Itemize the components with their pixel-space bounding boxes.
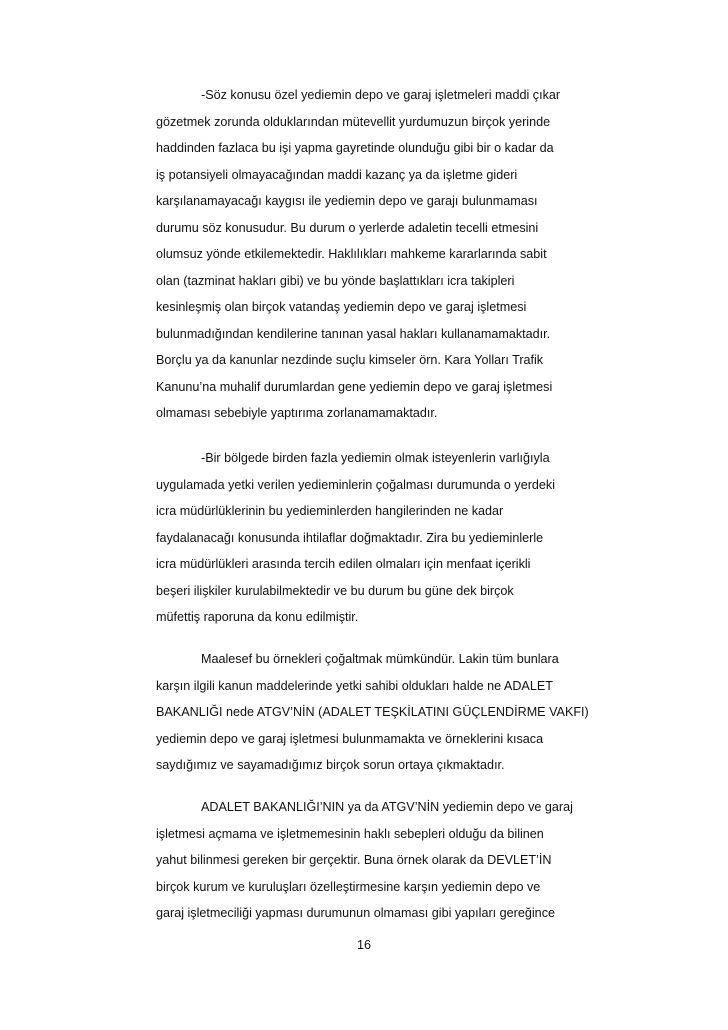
text-line: birçok kurum ve kuruluşları özelleştirmesine karşın yediemin depo ve xyxy=(156,879,541,894)
text-line: gözetmek zorunda olduklarından mütevellit yurdumuzun birçok yerinde xyxy=(156,114,551,129)
paragraph-2 xyxy=(156,445,596,631)
text-line: yahut bilinmesi gereken bir gerçektir. Buna örnek olarak da DEVLET’İN xyxy=(156,853,552,867)
text-line: işletmesi açmama ve işletmemesinin haklı sebepleri olduğu da bilinen xyxy=(156,826,544,841)
text-line: kesinleşmiş olan birçok vatandaş yediemin depo ve garaj işletmesi xyxy=(156,300,527,314)
text-line: karşın ilgili kanun maddelerinde yetki sahibi oldukları halde ne ADALET xyxy=(156,678,553,693)
text-line: -Bir bölgede birden fazla yediemin olmak isteyenlerin varlığıyla xyxy=(201,451,550,465)
paragraph-4 xyxy=(156,794,596,927)
text-line: yediemin depo ve garaj işletmesi bulunmamakta ve örneklerini kısaca xyxy=(156,731,544,746)
text-line: bulunmadığından kendilerine tanınan yasal hakları kullanamamaktadır. xyxy=(156,326,551,341)
text-line: saydığımız ve sayamadığımız birçok sorun ortaya çıkmaktadır. xyxy=(156,758,505,772)
text-line: Borçlu ya da kanunlar nezdinde suçlu kimseler örn. Kara Yolları Trafik xyxy=(156,353,544,367)
text-line: olan (tazminat hakları gibi) ve bu yönde başlattıkları icra takipleri xyxy=(156,273,515,288)
text-line: müfettiş raporuna da konu edilmiştir. xyxy=(156,610,359,624)
paragraph-1 xyxy=(156,82,596,427)
text-line: icra müdürlüklerinin bu yedieminlerden hangilerinden ne kadar xyxy=(156,504,504,518)
text-line: haddinden fazlaca bu işi yapma gayretinde olunduğu gibi bir o kadar da xyxy=(156,141,554,155)
page-number: 16 xyxy=(356,938,371,952)
text-line: olumsuz yönde etkilemektedir. Haklılıkları mahkeme kararlarında sabit xyxy=(156,247,547,261)
text-line: olmaması sebebiyle yaptırıma zorlanamamaktadır. xyxy=(156,406,438,420)
text-line: BAKANLIĞI nede ATGV’NİN (ADALET TEŞKİLATINI GÜÇLENDİRME VAKFI) xyxy=(156,705,589,719)
text-line: uygulamada yetki verilen yedieminlerin çoğalması durumunda o yerdeki xyxy=(156,477,556,492)
text-line: -Söz konusu özel yediemin depo ve garaj işletmeleri maddi çıkar xyxy=(201,88,561,102)
text-line: Kanunu’na muhalif durumlardan gene yediemin depo ve garaj işletmesi xyxy=(156,379,553,394)
text-line: iş potansiyeli olmayacağından maddi kazanç ya da işletme gideri xyxy=(156,167,518,182)
text-line: icra müdürlükleri arasında tercih edilen olmaları için menfaat içerikli xyxy=(156,557,531,571)
text-line: durumu söz konusudur. Bu durum o yerlerde adaletin tecelli etmesini xyxy=(156,220,539,235)
text-line: karşılanamayacağı kaygısı ile yediemin depo ve garajı bulunmaması xyxy=(156,194,538,208)
text-line: Maalesef bu örnekleri çoğaltmak mümkündür. Lakin tüm bunlara xyxy=(201,652,559,666)
text-line: faydalanacağı konusunda ihtilaflar doğmaktadır. Zira bu yedieminlerle xyxy=(156,530,544,545)
text-line: garaj işletmeciliği yapması durumunun olmaması gibi yapıları gereğince xyxy=(156,906,555,920)
text-line: ADALET BAKANLIĞI’NIN ya da ATGV’NİN yediemin depo ve garaj xyxy=(201,800,573,814)
paragraph-3 xyxy=(156,646,596,779)
text-line: beşeri ilişkiler kurulabilmektedir ve bu durum bu güne dek birçok xyxy=(156,583,514,598)
